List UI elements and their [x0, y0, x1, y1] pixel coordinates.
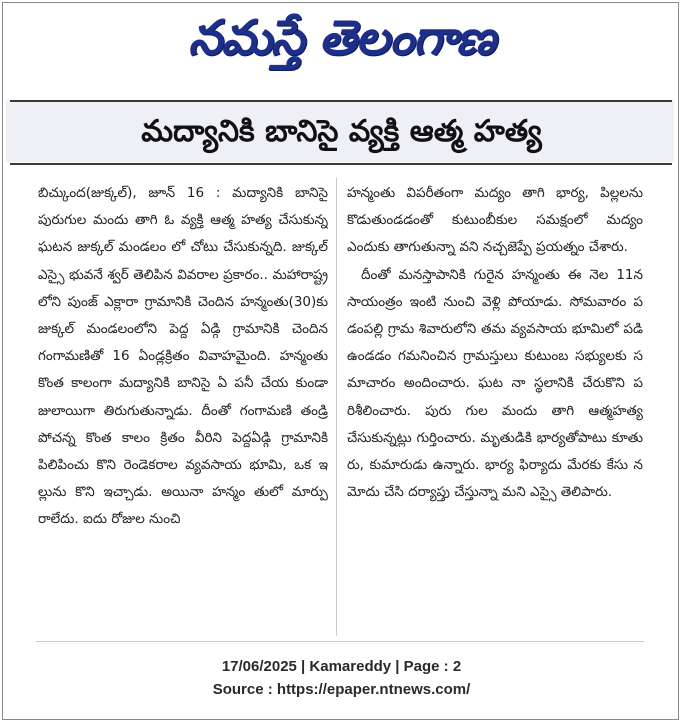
- article-column-right: [347, 180, 643, 632]
- headline-top-rule: [10, 100, 672, 102]
- footer-rule: [36, 641, 644, 642]
- paragraph: హన్మంతు విపరీతంగా మద్యం తాగి భార్య, పిల్లలను కొడుతుండడంతో కుటుంబీకుల సమక్షంలో మద్యం ఎందుకు తాగుతున్నా వని నచ్చజెప్పే ప్రయత్నం చేశారు.: [347, 185, 643, 256]
- newspaper-masthead: నమస్తే తెలంగాణ: [188, 10, 495, 66]
- headline-bottom-rule: [10, 163, 672, 165]
- footer-source-line[interactable]: Source : https://epaper.ntnews.com/: [212, 681, 471, 698]
- paragraph: దీంతో మనస్తాపానికి గురైన హన్మంతు ఈ నెల 11న సాయంత్రం ఇంటి నుంచి వెళ్లి పోయాడు. సోమవారం పడంపల్లి గ్రామ శివారులోని తమ వ్యవసాయ భూమిలో పడి ఉండడం గమనించిన గ్రామస్తులు కుటుంబ సభ్యులకు సమాచారం అందించారు. ఘట నా స్థలానికి చేరుకొని పరిశీలించారు. పురు గుల మందు తాగి ఆత్మహత్య చేసుకున్నట్లు గుర్తించారు. మృతుడికి భార్యతోపాటు కూతు రు, కుమారుడు ఉన్నారు. భార్య ఫిర్యాదు మేరకు కేసు నమోదు చేసి దర్యాప్తు చేస్తున్నా మని ఎస్సై తెలిపారు.: [347, 266, 643, 501]
- article-column-left: [38, 180, 328, 632]
- paragraph: బిచ్కుంద(జుక్కల్), జూన్ 16 : మద్యానికి బానిసై పురుగుల మందు తాగి ఓ వ్యక్తి ఆత్మ హత్య చేసుకున్న ఘటన జుక్కల్ మండలం లో చోటు చేసుకున్నది. జుక్కల్ ఎస్సై భువనే శ్వర్ తెలిపిన వివరాల ప్రకారం.. మహారాష్ట్ర లోని పుంజ్ ఎక్లారా గ్రామానికి చెందిన హన్మంతు(30)కు జుక్కల్ మండలంలోని పెద్ద ఏడ్గి గ్రామానికి చెందిన గంగామణితో 16 ఏండ్లక్రితం వివాహమైంది. హన్మంతు కొంత కాలంగా మద్యానికి బానిసై ఏ పనీ చేయ కుండా జులాయిగా తిరుగుతున్నాడు. దీంతో గంగామణి తండ్రి పోచన్న కొంత కాలం క్రితం వీరిని పెద్దఏడ్గి గ్రామానికి పిలిపించు కొని రెండెకరాల వ్యవసాయ భూమి, ఒక ఇల్లును కొని ఇచ్చాడు. అయినా హన్మం తులో మార్పు రాలేదు. ఐదు రోజుల నుంచి: [38, 185, 328, 528]
- column-divider: [336, 178, 337, 636]
- footer-date-line: 17/06/2025 | Kamareddy | Page : 2: [221, 658, 462, 675]
- article-headline: మద్యానికి బానిసై వ్యక్తి ఆత్మ హత్య: [141, 114, 542, 149]
